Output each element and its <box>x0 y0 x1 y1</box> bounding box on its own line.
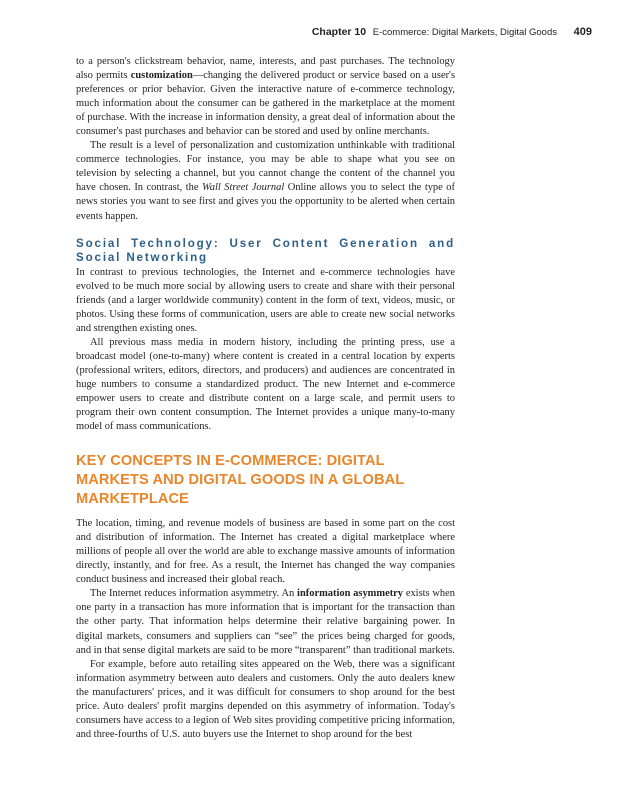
paragraph-text: Online allows you to select the type of news stories you want to see first and gives you the opportunity to be alerted when certain events happen. <box>76 182 456 222</box>
page-body <box>76 55 455 742</box>
major-heading-key-concepts: KEY CONCEPTS IN E-COMMERCE: DIGITAL MARKETS AND DIGITAL GOODS IN A GLOBAL MARKETPLACE <box>76 453 405 508</box>
paragraph-text: to a person's clickstream behavior, name, interests, and past purchases. The technology also permits <box>76 56 455 82</box>
paragraph-text: exists when one party in a transaction has more information that is important for the transaction than the other party. That information helps determine their relative bargaining power. In digital markets, consumers and suppliers can “see” the prices being charged for goods, and in that sense digital markets are said to be more “transparent” than traditional markets. <box>76 588 455 656</box>
paragraph-social: In contrast to previous technologies, the Internet and e-commerce technologies have evolved to be much more social by allowing users to create and share with their personal friends (and a larger worldwide community) content in the form of text, videos, music, or photos. Using these forms of communication, users are able to create new social networks and strengthen existing ones. <box>76 266 455 334</box>
running-header <box>312 26 592 38</box>
paragraph-information-asymmetry <box>76 587 455 657</box>
chapter-title: E-commerce: Digital Markets, Digital Goods <box>372 27 557 38</box>
section-heading-social-technology: Social Technology: User Content Generation and Social Networking <box>76 236 455 264</box>
paragraph-auto-example: For example, before auto retailing sites appeared on the Web, there was a significant information asymmetry between auto dealers and customers. Only the auto dealers knew the manufacturers' prices, and it was difficult for consumers to shop around for the best price. Auto dealers' profit margins depended on this asymmetry of information. Today's consumers have access to a legion of Web sites providing competitive pricing information, and three-fourths of U.S. auto buyers use the Internet to shop around for the best <box>76 658 455 740</box>
paragraph-text: The Internet reduces information asymmetry. An <box>90 588 298 600</box>
paragraph-digital-marketplace: The location, timing, and revenue models of business are based in some part on the cost and distribution of information. The Internet has created a digital marketplace where millions of people all over the world are able to exchange massive amounts of information directly, instantly, and for free. As a result, the Internet has changed the way companies conduct business and increased their global reach. <box>76 518 455 586</box>
publication-title: Wall Street Journal <box>202 182 285 194</box>
page-number: 409 <box>573 26 592 38</box>
paragraph-mass-media: All previous mass media in modern history, including the printing press, use a broadcast model (one-to-many) where content is created in a central location by experts (professional writers, editors, directors, and producers) and audiences are concentrated in huge numbers to consume a standardized product. The new Internet and e-commerce empower users to create and distribute content on a large scale, and permit users to program their own content consumption. The Internet provides a unique many-to-many model of mass communications. <box>76 336 455 433</box>
paragraph-text: —changing the delivered product or service based on a user's preferences or prior behavior. Given the interactive nature of e-commerce technology, much information about the consumer can be gathered in the marketplace at the moment of purchase. With the increase in information density, a great deal of information about the consumer's past purchases and behavior can be stored and used by online merchants. <box>76 70 456 138</box>
paragraph-personalization <box>76 139 455 223</box>
key-term-customization: customization <box>130 70 193 82</box>
paragraph-text: The result is a level of personalization and customization unthinkable with traditional commerce technologies. For instance, you may be able to shape what you see on television by selecting a channel, but you cannot change the content of the channel you have chosen. In contrast, the <box>76 140 455 194</box>
paragraph-customization <box>76 55 455 139</box>
key-term-information-asymmetry: information asymmetry <box>297 588 404 600</box>
chapter-label: Chapter 10 <box>311 26 367 38</box>
